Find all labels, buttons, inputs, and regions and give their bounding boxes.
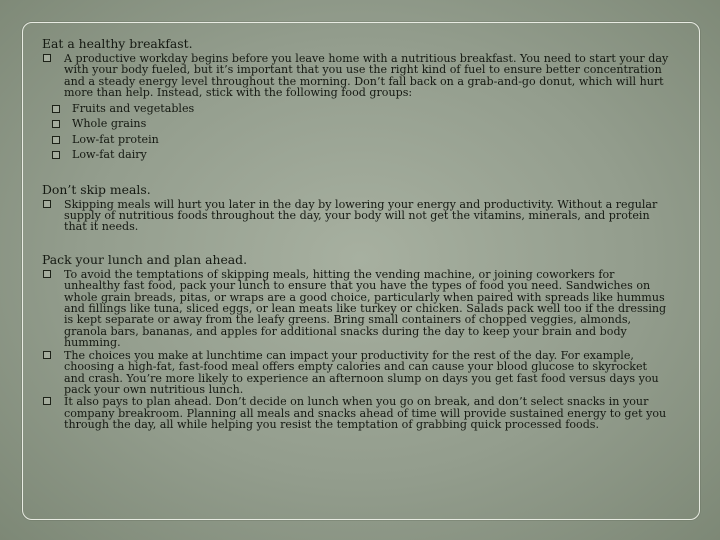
checkbox-bullet-icon <box>43 54 51 62</box>
bullet-item <box>42 269 670 349</box>
checkbox-bullet-icon <box>52 151 60 159</box>
food-group-label: Low-fat protein <box>72 132 159 146</box>
section-heading: Pack your lunch and plan ahead. <box>42 251 248 267</box>
food-group-label: Whole grains <box>72 117 147 131</box>
checkbox-bullet-icon <box>52 136 60 144</box>
checkbox-bullet-icon <box>43 200 51 208</box>
section-heading: Don’t skip meals. <box>42 181 151 197</box>
food-group-item <box>42 132 670 148</box>
bullet-text: It also pays to plan ahead. Don’t decide on lunch when you go on break, and don’t select snacks in your company breakroom. Planning all meals and snacks ahead of time will provide sustained energy to get you through the day, all while helping you resist the temptation of grabbing quick processed foods. <box>64 395 667 432</box>
bullet-item <box>42 350 670 396</box>
section-pack-lunch <box>42 253 670 431</box>
food-group-item <box>42 101 670 117</box>
food-group-label: Fruits and vegetables <box>72 101 195 115</box>
section-heading: Eat a healthy breakfast. <box>42 36 193 51</box>
bullet-item <box>42 53 670 99</box>
checkbox-bullet-icon <box>52 120 60 128</box>
bullet-text: Skipping meals will hurt you later in the day by lowering your energy and productivity. Without a regular supply of nutritious foods throughout the day, your body will not get the vitamins, minerals, and protein that it needs. <box>64 197 658 234</box>
food-group-label: Low-fat dairy <box>72 148 147 162</box>
bullet-text: A productive workday begins before you leave home with a nutritious breakfast. You need to start your day with your body fueled, but it’s important that you use the right kind of fuel to ensure better concentration and a steady energy level throughout the morning. Don’t fall back on a grab-and-go donut, which will hurt more than help. Instead, stick with the following food groups: <box>64 52 669 100</box>
food-group-item <box>42 116 670 132</box>
section-skip-meals <box>42 183 670 233</box>
food-group-item <box>42 147 670 163</box>
checkbox-bullet-icon <box>52 105 60 113</box>
checkbox-bullet-icon <box>43 270 51 278</box>
bullet-text: To avoid the temptations of skipping meals, hitting the vending machine, or joining coworkers for unhealthy fast food, pack your lunch to ensure that you have the types of food you need. Sandwiches on whole grain breads, pitas, or wraps are a good choice, particularly when paired with spreads like hummus and fillings like tuna, sliced eggs, or lean meats like turkey or chicken. Salads pack well too if the dressing is kept separate or away from the leafy greens. Bring small containers of chopped veggies, almonds, granola bars, bananas, and apples for additional snacks during the day to keep your brain and body humming. <box>64 267 667 350</box>
section-breakfast <box>42 37 670 163</box>
checkbox-bullet-icon <box>43 351 51 359</box>
bullet-item <box>42 199 670 233</box>
checkbox-bullet-icon <box>43 397 51 405</box>
slide-content <box>42 37 670 451</box>
bullet-item <box>42 396 670 430</box>
food-group-list <box>42 101 670 163</box>
bullet-text: The choices you make at lunchtime can impact your productivity for the rest of the day. For example, choosing a high-fat, fast-food meal offers empty calories and can cause your blood glucose to skyrocket and crash. You’re more likely to experience an afternoon slump on days you get fast food versus days you pack your own nutritious lunch. <box>64 348 659 396</box>
